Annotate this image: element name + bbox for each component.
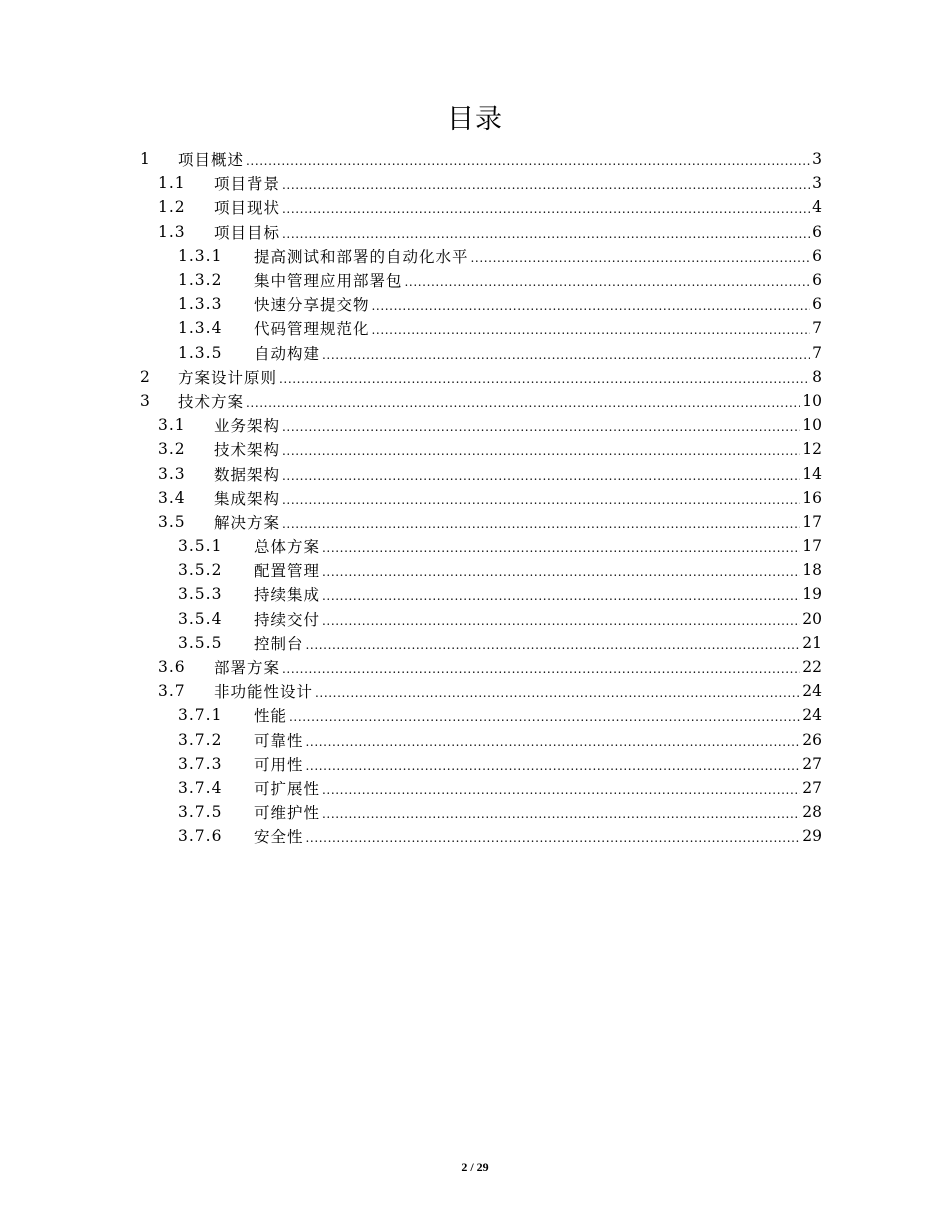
- toc-entry-page: 26: [802, 730, 822, 749]
- toc-entry-number: 1.3.4: [178, 319, 223, 338]
- toc-entry[interactable]: [140, 655, 822, 679]
- toc-entry-title: 持续集成: [254, 586, 321, 605]
- toc-entry-title: 技术方案: [178, 392, 245, 411]
- toc-entry-page: 6: [812, 246, 822, 265]
- toc-entry-page: 3: [812, 174, 822, 193]
- toc-dot-leader: [306, 756, 801, 772]
- toc-dot-leader: [306, 828, 801, 844]
- page-number: 2 / 29: [461, 1160, 489, 1174]
- toc-entry-title: 项目背景: [214, 175, 281, 194]
- toc-entry[interactable]: [140, 195, 822, 219]
- toc-entry-title: 提高测试和部署的自动化水平: [254, 247, 469, 266]
- toc-entry-page: 6: [812, 271, 822, 290]
- toc-dot-leader: [282, 175, 810, 191]
- toc-entry-number: 3.5.1: [178, 537, 223, 556]
- toc-entry-title: 安全性: [254, 828, 304, 847]
- toc-entry[interactable]: [140, 292, 822, 316]
- toc-entry-page: 22: [802, 658, 822, 677]
- toc-entry-page: 24: [802, 706, 822, 725]
- toc-entry[interactable]: [140, 679, 822, 703]
- toc-dot-leader: [322, 804, 800, 820]
- toc-entry-number: 1.3: [158, 222, 186, 241]
- toc-entry-number: 3.4: [158, 488, 186, 507]
- toc-entry-number: 3.7.2: [178, 730, 223, 749]
- toc-entry-page: 18: [802, 561, 822, 580]
- toc-entry-number: 3.7.5: [178, 803, 223, 822]
- toc-entry-number: 3.5.2: [178, 561, 223, 580]
- toc-entry[interactable]: [140, 413, 822, 437]
- toc-entry-page: 20: [802, 609, 822, 628]
- toc-entry[interactable]: [140, 365, 822, 389]
- toc-entry[interactable]: [140, 582, 822, 606]
- toc-entry[interactable]: [140, 389, 822, 413]
- toc-entry[interactable]: [140, 461, 822, 485]
- toc-entry-number: 3.1: [158, 416, 186, 435]
- toc-entry-number: 3.2: [158, 440, 186, 459]
- toc-entry-page: 7: [812, 319, 822, 338]
- toc-entry-title: 控制台: [254, 634, 304, 653]
- toc-entry-number: 3.7.4: [178, 778, 223, 797]
- toc-entry-number: 3.5.4: [178, 609, 223, 628]
- toc-dot-leader: [289, 707, 800, 723]
- toc-entry-title: 总体方案: [254, 538, 321, 557]
- toc-dot-leader: [282, 441, 800, 457]
- toc-entry[interactable]: [140, 244, 822, 268]
- toc-entry-page: 17: [802, 537, 822, 556]
- toc-entry-page: 29: [802, 827, 822, 846]
- toc-entry-number: 3: [140, 391, 151, 410]
- toc-entry-title: 快速分享提交物: [254, 296, 370, 315]
- toc-entry-number: 1.3.1: [178, 246, 223, 265]
- toc-dot-leader: [282, 659, 800, 675]
- toc-entry-page: 14: [802, 464, 822, 483]
- toc-dot-leader: [322, 538, 800, 554]
- toc-entry-title: 项目概述: [178, 151, 245, 170]
- toc-entry-title: 项目现状: [214, 199, 281, 218]
- toc-entry[interactable]: [140, 824, 822, 848]
- toc-entry-page: 21: [802, 633, 822, 652]
- toc-entry-title: 可维护性: [254, 804, 321, 823]
- toc-entry-page: 16: [802, 488, 822, 507]
- toc-dot-leader: [372, 320, 810, 336]
- toc-entry[interactable]: [140, 510, 822, 534]
- toc-dot-leader: [306, 732, 801, 748]
- toc-entry-title: 业务架构: [214, 417, 281, 436]
- toc-entry-number: 1.3.5: [178, 343, 223, 362]
- toc-entry-title: 可靠性: [254, 731, 304, 750]
- toc-entry-number: 1.3.2: [178, 271, 223, 290]
- toc-dot-leader: [306, 635, 801, 651]
- toc-entry-title: 可用性: [254, 755, 304, 774]
- toc-entry-title: 自动构建: [254, 344, 321, 363]
- toc-entry-number: 3.5: [158, 512, 186, 531]
- toc-dot-leader: [246, 151, 810, 167]
- toc-entry-number: 3.7.1: [178, 706, 223, 725]
- toc-title: 目录: [447, 104, 503, 135]
- toc-entry-number: 1.1: [158, 174, 186, 193]
- toc-entry-number: 1.3.3: [178, 295, 223, 314]
- toc-dot-leader: [322, 345, 810, 361]
- toc-entry-page: 3: [812, 150, 822, 169]
- toc-entry-title: 方案设计原则: [178, 368, 278, 387]
- toc-entry-title: 持续交付: [254, 610, 321, 629]
- toc-dot-leader: [282, 514, 800, 530]
- toc-entry-number: 3.5.3: [178, 585, 223, 604]
- toc-entry-page: 24: [802, 682, 822, 701]
- toc-entry-page: 10: [802, 391, 822, 410]
- toc-dot-leader: [405, 272, 810, 288]
- toc-entry[interactable]: [140, 147, 822, 171]
- toc-entry-number: 3.7.6: [178, 827, 223, 846]
- toc-entry[interactable]: [140, 607, 822, 631]
- toc-entry-page: 6: [812, 222, 822, 241]
- toc-entry-number: 3.7.3: [178, 754, 223, 773]
- toc-entry-number: 3.6: [158, 658, 186, 677]
- toc-entry-title: 集中管理应用部署包: [254, 272, 403, 291]
- toc-entry-page: 8: [812, 367, 822, 386]
- toc-dot-leader: [246, 393, 800, 409]
- toc-dot-leader: [315, 683, 800, 699]
- toc-dot-leader: [372, 296, 810, 312]
- toc-entry-title: 配置管理: [254, 562, 321, 581]
- toc-entry-page: 12: [802, 440, 822, 459]
- toc-entry[interactable]: [140, 486, 822, 510]
- toc-entry[interactable]: [140, 558, 822, 582]
- toc-entry-title: 集成架构: [214, 489, 281, 508]
- toc-entry[interactable]: [140, 776, 822, 800]
- toc-dot-leader: [322, 562, 800, 578]
- toc-dot-leader: [279, 369, 810, 385]
- toc-entry[interactable]: [140, 728, 822, 752]
- toc-entry-title: 技术架构: [214, 441, 281, 460]
- toc-entry-title: 可扩展性: [254, 779, 321, 798]
- toc-entry-page: 28: [802, 803, 822, 822]
- toc-entry-number: 2: [140, 367, 151, 386]
- toc-list: [140, 147, 822, 848]
- toc-entry-page: 27: [802, 778, 822, 797]
- toc-entry[interactable]: [140, 171, 822, 195]
- toc-entry-number: 3.7: [158, 682, 186, 701]
- toc-entry-number: 3.5.5: [178, 633, 223, 652]
- toc-entry[interactable]: [140, 534, 822, 558]
- toc-entry-page: 6: [812, 295, 822, 314]
- toc-entry[interactable]: [140, 268, 822, 292]
- toc-entry-title: 代码管理规范化: [254, 320, 370, 339]
- toc-entry-page: 7: [812, 343, 822, 362]
- toc-dot-leader: [282, 199, 810, 215]
- toc-dot-leader: [322, 611, 800, 627]
- toc-entry[interactable]: [140, 316, 822, 340]
- toc-entry-page: 4: [812, 198, 822, 217]
- toc-dot-leader: [322, 780, 800, 796]
- toc-entry[interactable]: [140, 703, 822, 727]
- toc-entry-page: 17: [802, 512, 822, 531]
- toc-entry[interactable]: [140, 341, 822, 365]
- toc-entry-title: 数据架构: [214, 465, 281, 484]
- toc-entry-title: 部署方案: [214, 659, 281, 678]
- toc-entry-title: 性能: [254, 707, 288, 726]
- toc-dot-leader: [282, 224, 810, 240]
- toc-entry-title: 解决方案: [214, 513, 281, 532]
- toc-entry-title: 项目目标: [214, 223, 281, 242]
- toc-dot-leader: [282, 466, 800, 482]
- toc-entry-number: 3.3: [158, 464, 186, 483]
- toc-entry[interactable]: [140, 752, 822, 776]
- toc-entry-title: 非功能性设计: [214, 683, 314, 702]
- toc-entry[interactable]: [140, 631, 822, 655]
- toc-entry[interactable]: [140, 437, 822, 461]
- toc-entry-page: 19: [802, 585, 822, 604]
- toc-dot-leader: [471, 248, 810, 264]
- toc-entry-page: 10: [802, 416, 822, 435]
- toc-entry[interactable]: [140, 220, 822, 244]
- toc-entry-page: 27: [802, 754, 822, 773]
- toc-dot-leader: [282, 490, 800, 506]
- toc-entry-number: 1: [140, 150, 151, 169]
- toc-dot-leader: [322, 586, 800, 602]
- toc-dot-leader: [282, 417, 800, 433]
- toc-entry-number: 1.2: [158, 198, 186, 217]
- toc-entry[interactable]: [140, 800, 822, 824]
